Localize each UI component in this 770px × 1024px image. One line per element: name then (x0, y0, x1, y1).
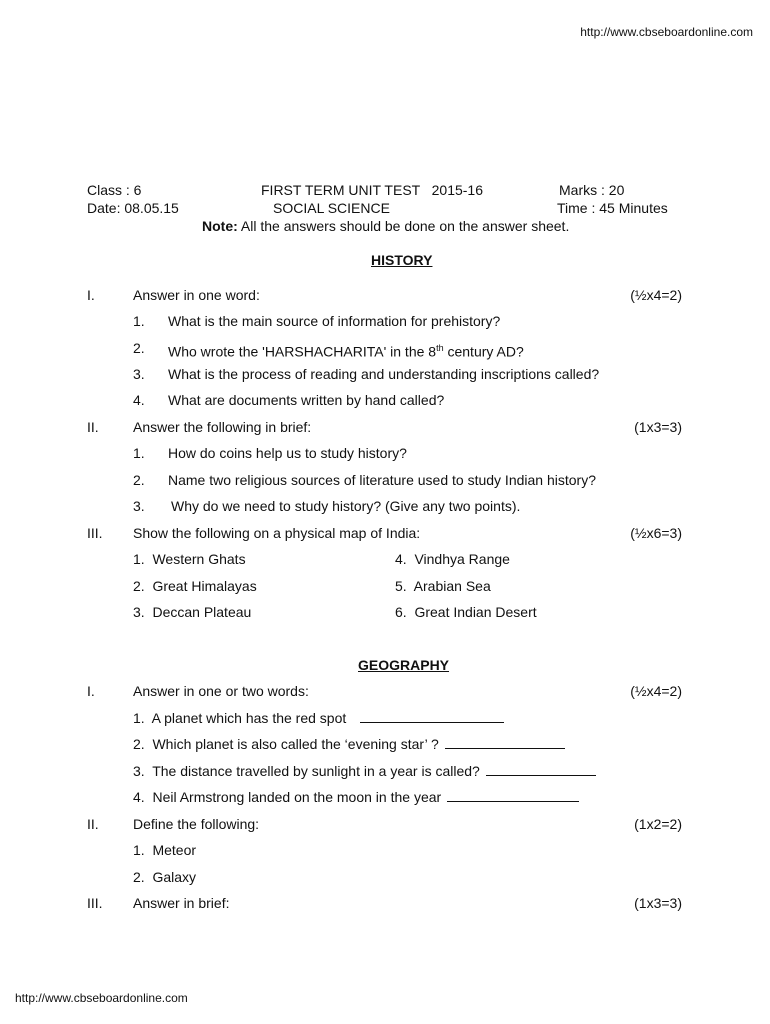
question-text: Show the following on a physical map of India: (133, 525, 421, 541)
question-marks: (1x2=2) (634, 816, 682, 832)
item-text-pre: Who wrote the 'HARSHACHARITA' in the 8 (168, 343, 437, 360)
date-label: Date: 08.05.15 (87, 200, 179, 216)
history-heading: HISTORY (371, 252, 433, 268)
question-number: I. (87, 683, 95, 699)
question-number: II. (87, 419, 99, 435)
note (202, 218, 569, 235)
map-item: 3. Deccan Plateau (133, 604, 252, 620)
item-text: What is the process of reading and understanding inscriptions called? (168, 366, 600, 382)
item-text: 2. Which planet is also called the ‘evening star’ ? (133, 736, 439, 752)
item-text: Name two religious sources of literature used to study Indian history? (168, 472, 596, 488)
question-marks: (1x3=3) (634, 419, 682, 435)
question-marks: (½x6=3) (630, 525, 682, 541)
item-text: 4. Neil Armstrong landed on the moon in the year (133, 789, 442, 805)
question-marks: (1x3=3) (634, 895, 682, 911)
question-text: Define the following: (133, 816, 260, 832)
item-text (168, 340, 524, 361)
item-number: 1. (133, 313, 145, 329)
fill-in-item (133, 763, 596, 780)
item-text: Why do we need to study history? (Give any two points). (171, 498, 521, 514)
item-number: 3. (133, 498, 145, 514)
item-number: 3. (133, 366, 145, 382)
header-url[interactable]: http://www.cbseboardonline.com (580, 25, 753, 39)
question-text: Answer in one word: (133, 287, 260, 303)
subject-title: SOCIAL SCIENCE (273, 200, 390, 216)
question-text: Answer the following in brief: (133, 419, 312, 435)
item-number: 2. (133, 340, 145, 356)
define-item: 1. Meteor (133, 842, 197, 858)
class-label: Class : 6 (87, 182, 142, 198)
time-label: Time : 45 Minutes (557, 200, 668, 216)
question-text: Answer in one or two words: (133, 683, 309, 699)
answer-blank (486, 763, 596, 776)
fill-in-item (133, 789, 579, 806)
item-number: 1. (133, 445, 145, 461)
item-text: What are documents written by hand called? (168, 392, 445, 408)
item-text-post: century AD? (443, 343, 524, 360)
define-item: 2. Galaxy (133, 869, 197, 885)
item-text: What is the main source of information for prehistory? (168, 313, 501, 329)
note-text: All the answers should be done on the answer sheet. (237, 218, 570, 234)
test-title: FIRST TERM UNIT TEST 2015-16 (261, 182, 483, 198)
question-text: Answer in brief: (133, 895, 230, 911)
question-number: I. (87, 287, 95, 303)
map-item: 4. Vindhya Range (395, 551, 510, 567)
marks-label: Marks : 20 (559, 182, 625, 198)
note-label: Note: (202, 218, 238, 234)
map-item: 1. Western Ghats (133, 551, 246, 567)
answer-blank (445, 736, 565, 749)
map-item: 2. Great Himalayas (133, 578, 257, 594)
item-text: 1. A planet which has the red spot (133, 710, 347, 726)
geography-heading: GEOGRAPHY (358, 657, 450, 673)
question-number: III. (87, 525, 103, 541)
item-text: 3. The distance travelled by sunlight in a year is called? (133, 763, 480, 779)
fill-in-item (133, 736, 565, 753)
item-number: 4. (133, 392, 145, 408)
map-item: 5. Arabian Sea (395, 578, 491, 594)
answer-blank (447, 789, 579, 802)
question-marks: (½x4=2) (630, 287, 682, 303)
item-number: 2. (133, 472, 145, 488)
footer-url[interactable]: http://www.cbseboardonline.com (15, 991, 188, 1005)
question-number: II. (87, 816, 99, 832)
answer-blank (360, 710, 504, 723)
item-text: How do coins help us to study history? (168, 445, 407, 461)
superscript: th (436, 343, 444, 353)
question-marks: (½x4=2) (630, 683, 682, 699)
fill-in-item (133, 710, 504, 727)
map-item: 6. Great Indian Desert (395, 604, 537, 620)
question-number: III. (87, 895, 103, 911)
